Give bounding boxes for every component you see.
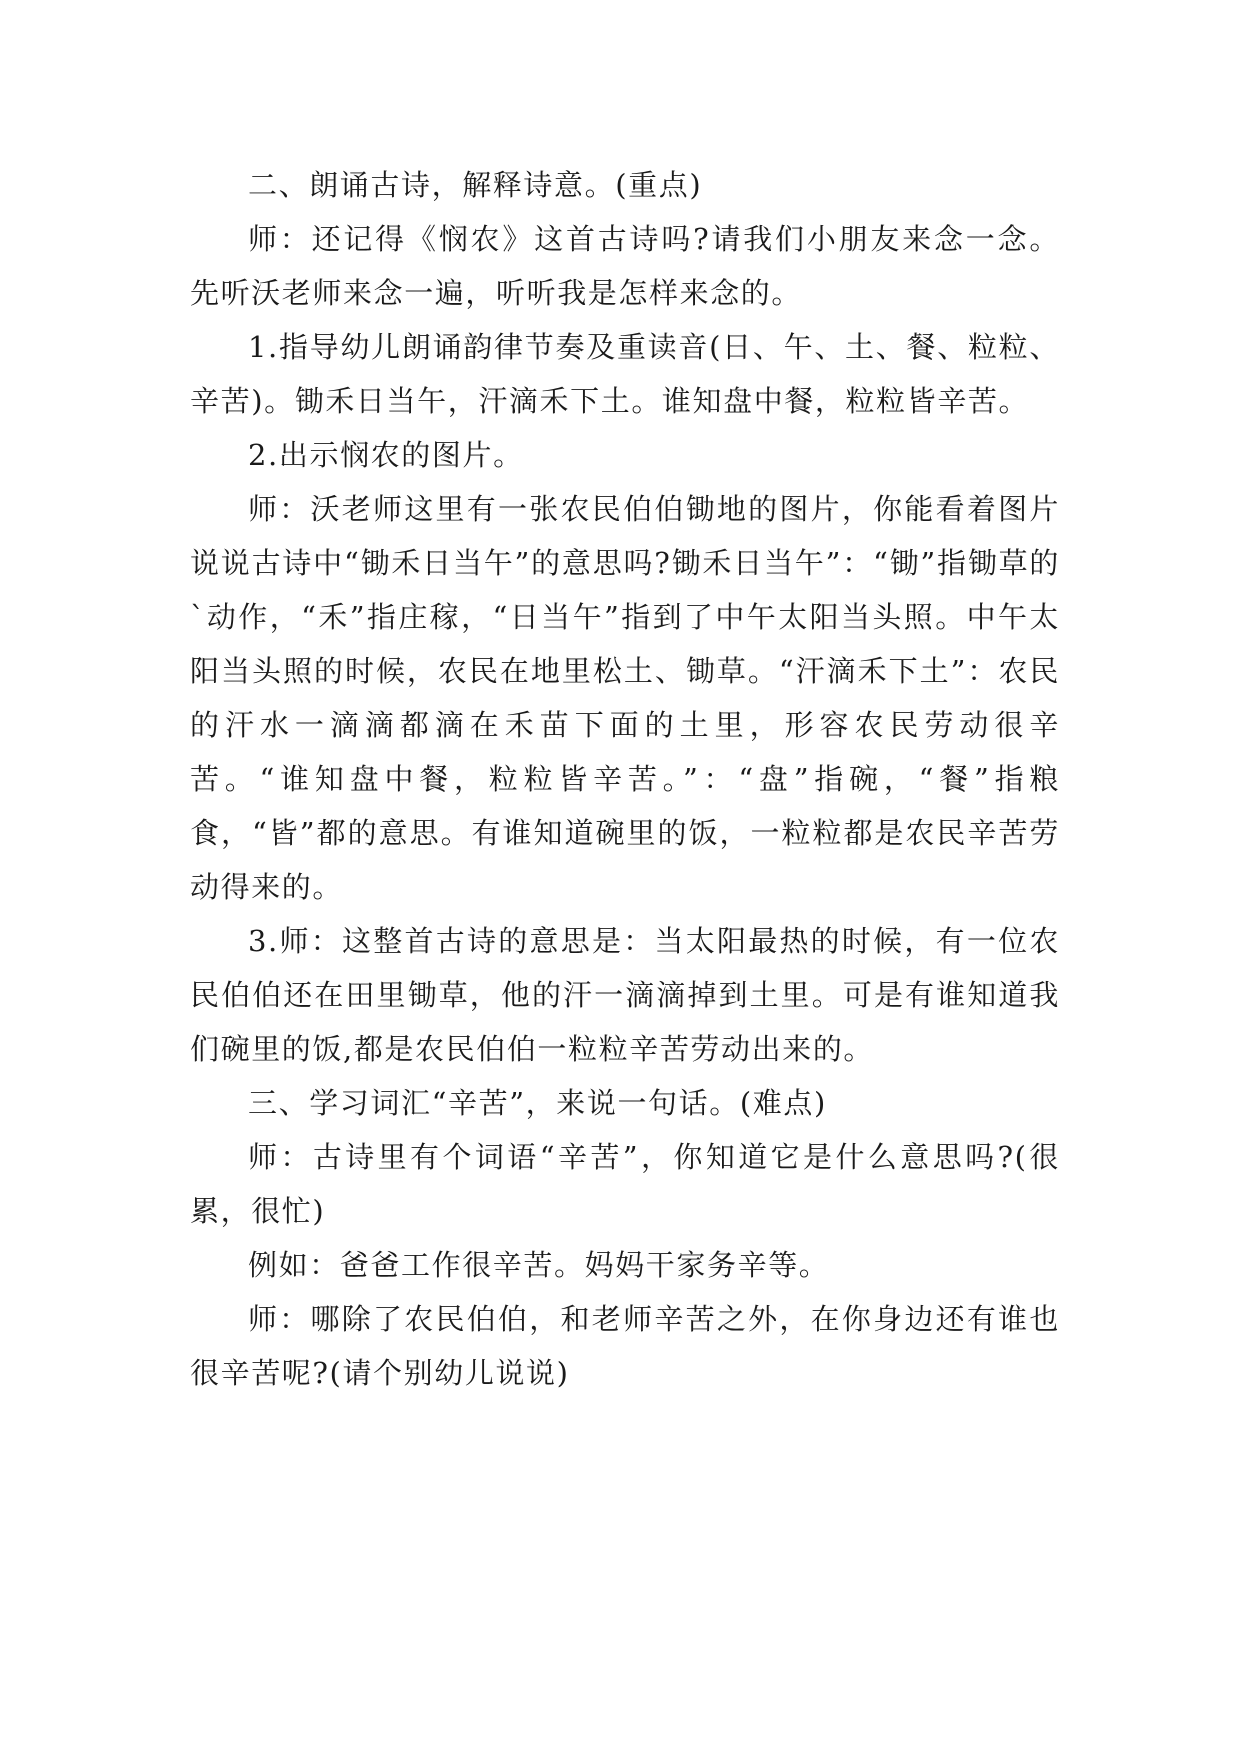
section-heading-2: 二、朗诵古诗，解释诗意。(重点) bbox=[248, 168, 703, 202]
paragraph: 例如：爸爸工作很辛苦。妈妈干家务辛等。 bbox=[248, 1248, 830, 1282]
paragraph: 1.指导幼儿朗诵韵律节奏及重读音(日、午、土、餐、粒粒、辛苦)。锄禾日当午，汗滴禾下土。谁知盘中餐，粒粒皆辛苦。 bbox=[190, 330, 1060, 418]
paragraph: 师：还记得《悯农》这首古诗吗?请我们小朋友来念一念。先听沃老师来念一遍，听听我是怎样来念的。 bbox=[190, 222, 1060, 310]
paragraph: 师：古诗里有个词语“辛苦”，你知道它是什么意思吗?(很累，很忙) bbox=[190, 1140, 1060, 1228]
paragraph: 3.师：这整首古诗的意思是：当太阳最热的时候，有一位农民伯伯还在田里锄草，他的汗一滴滴掉到土里。可是有谁知道我们碗里的饭,都是农民伯伯一粒粒辛苦劳动出来的。 bbox=[190, 924, 1060, 1066]
document-body bbox=[190, 158, 1060, 1400]
paragraph: 师：沃老师这里有一张农民伯伯锄地的图片，你能看着图片说说古诗中“锄禾日当午”的意思吗?锄禾日当午”：“锄”指锄草的`动作，“禾”指庄稼，“日当午”指到了中午太阳当头照。中午太阳当头照的时候，农民在地里松土、锄草。“汗滴禾下土”：农民的汗水一滴滴都滴在禾苗下面的土里，形容农民劳动很辛苦。“谁知盘中餐，粒粒皆辛苦。”：“盘”指碗，“餐”指粮食，“皆”都的意思。有谁知道碗里的饭，一粒粒都是农民辛苦劳动得来的。 bbox=[190, 492, 1060, 904]
section-heading-3: 三、学习词汇“辛苦”，来说一句话。(难点) bbox=[248, 1086, 827, 1120]
paragraph: 2.出示悯农的图片。 bbox=[248, 438, 524, 472]
paragraph: 师：哪除了农民伯伯，和老师辛苦之外，在你身边还有谁也很辛苦呢?(请个别幼儿说说) bbox=[190, 1302, 1060, 1390]
